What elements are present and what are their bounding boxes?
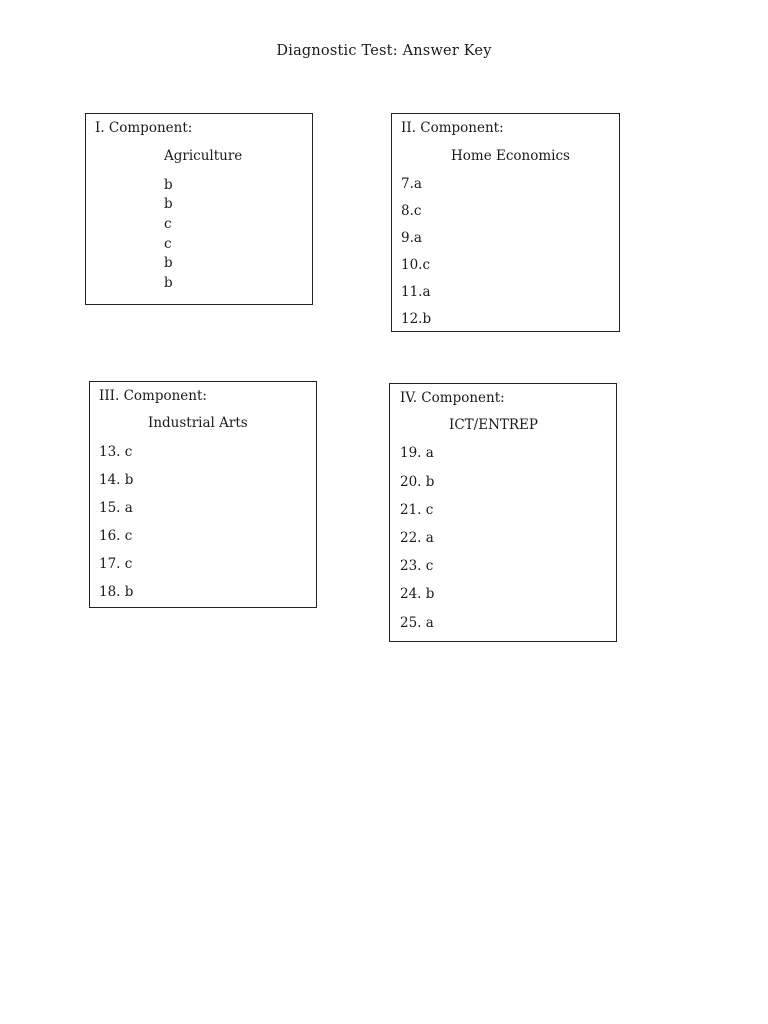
component-heading: IV. Component: [400, 390, 505, 406]
answer-item: c [164, 216, 172, 232]
answer-item: 24. b [400, 586, 435, 602]
answer-item: 12.b [401, 311, 432, 327]
answer-item: 23. c [400, 558, 434, 574]
answer-item: 7.a [401, 176, 422, 192]
answer-item: b [164, 177, 173, 193]
component-subject: Agriculture [164, 148, 243, 164]
answer-item: 19. a [400, 445, 434, 461]
answer-item: 22. a [400, 530, 434, 546]
component-heading: III. Component: [99, 388, 207, 404]
answer-item: 14. b [99, 472, 134, 488]
answer-item: 20. b [400, 474, 435, 490]
component-subject: Home Economics [451, 148, 570, 164]
answer-item: 18. b [99, 584, 134, 600]
component-box-ict-entrep [389, 383, 617, 642]
answer-item: b [164, 255, 173, 271]
component-box-industrial-arts [89, 381, 317, 608]
answer-item: 25. a [400, 615, 434, 631]
answer-item: 21. c [400, 502, 434, 518]
component-subject: Industrial Arts [148, 415, 248, 431]
answer-item: 10.c [401, 257, 431, 273]
component-subject: ICT/ENTREP [449, 417, 538, 433]
answer-item: 17. c [99, 556, 133, 572]
answer-item: 13. c [99, 444, 133, 460]
answer-item: 15. a [99, 500, 133, 516]
answer-item: 9.a [401, 230, 422, 246]
component-box-agriculture [85, 113, 313, 305]
component-box-home-economics [391, 113, 620, 332]
answer-item: c [164, 236, 172, 252]
page-title: Diagnostic Test: Answer Key [276, 43, 492, 59]
answer-item: b [164, 196, 173, 212]
component-heading: II. Component: [401, 120, 504, 136]
answer-item: 16. c [99, 528, 133, 544]
component-heading: I. Component: [95, 120, 193, 136]
answer-item: 8.c [401, 203, 422, 219]
answer-item: 11.a [401, 284, 431, 300]
answer-item: b [164, 275, 173, 291]
